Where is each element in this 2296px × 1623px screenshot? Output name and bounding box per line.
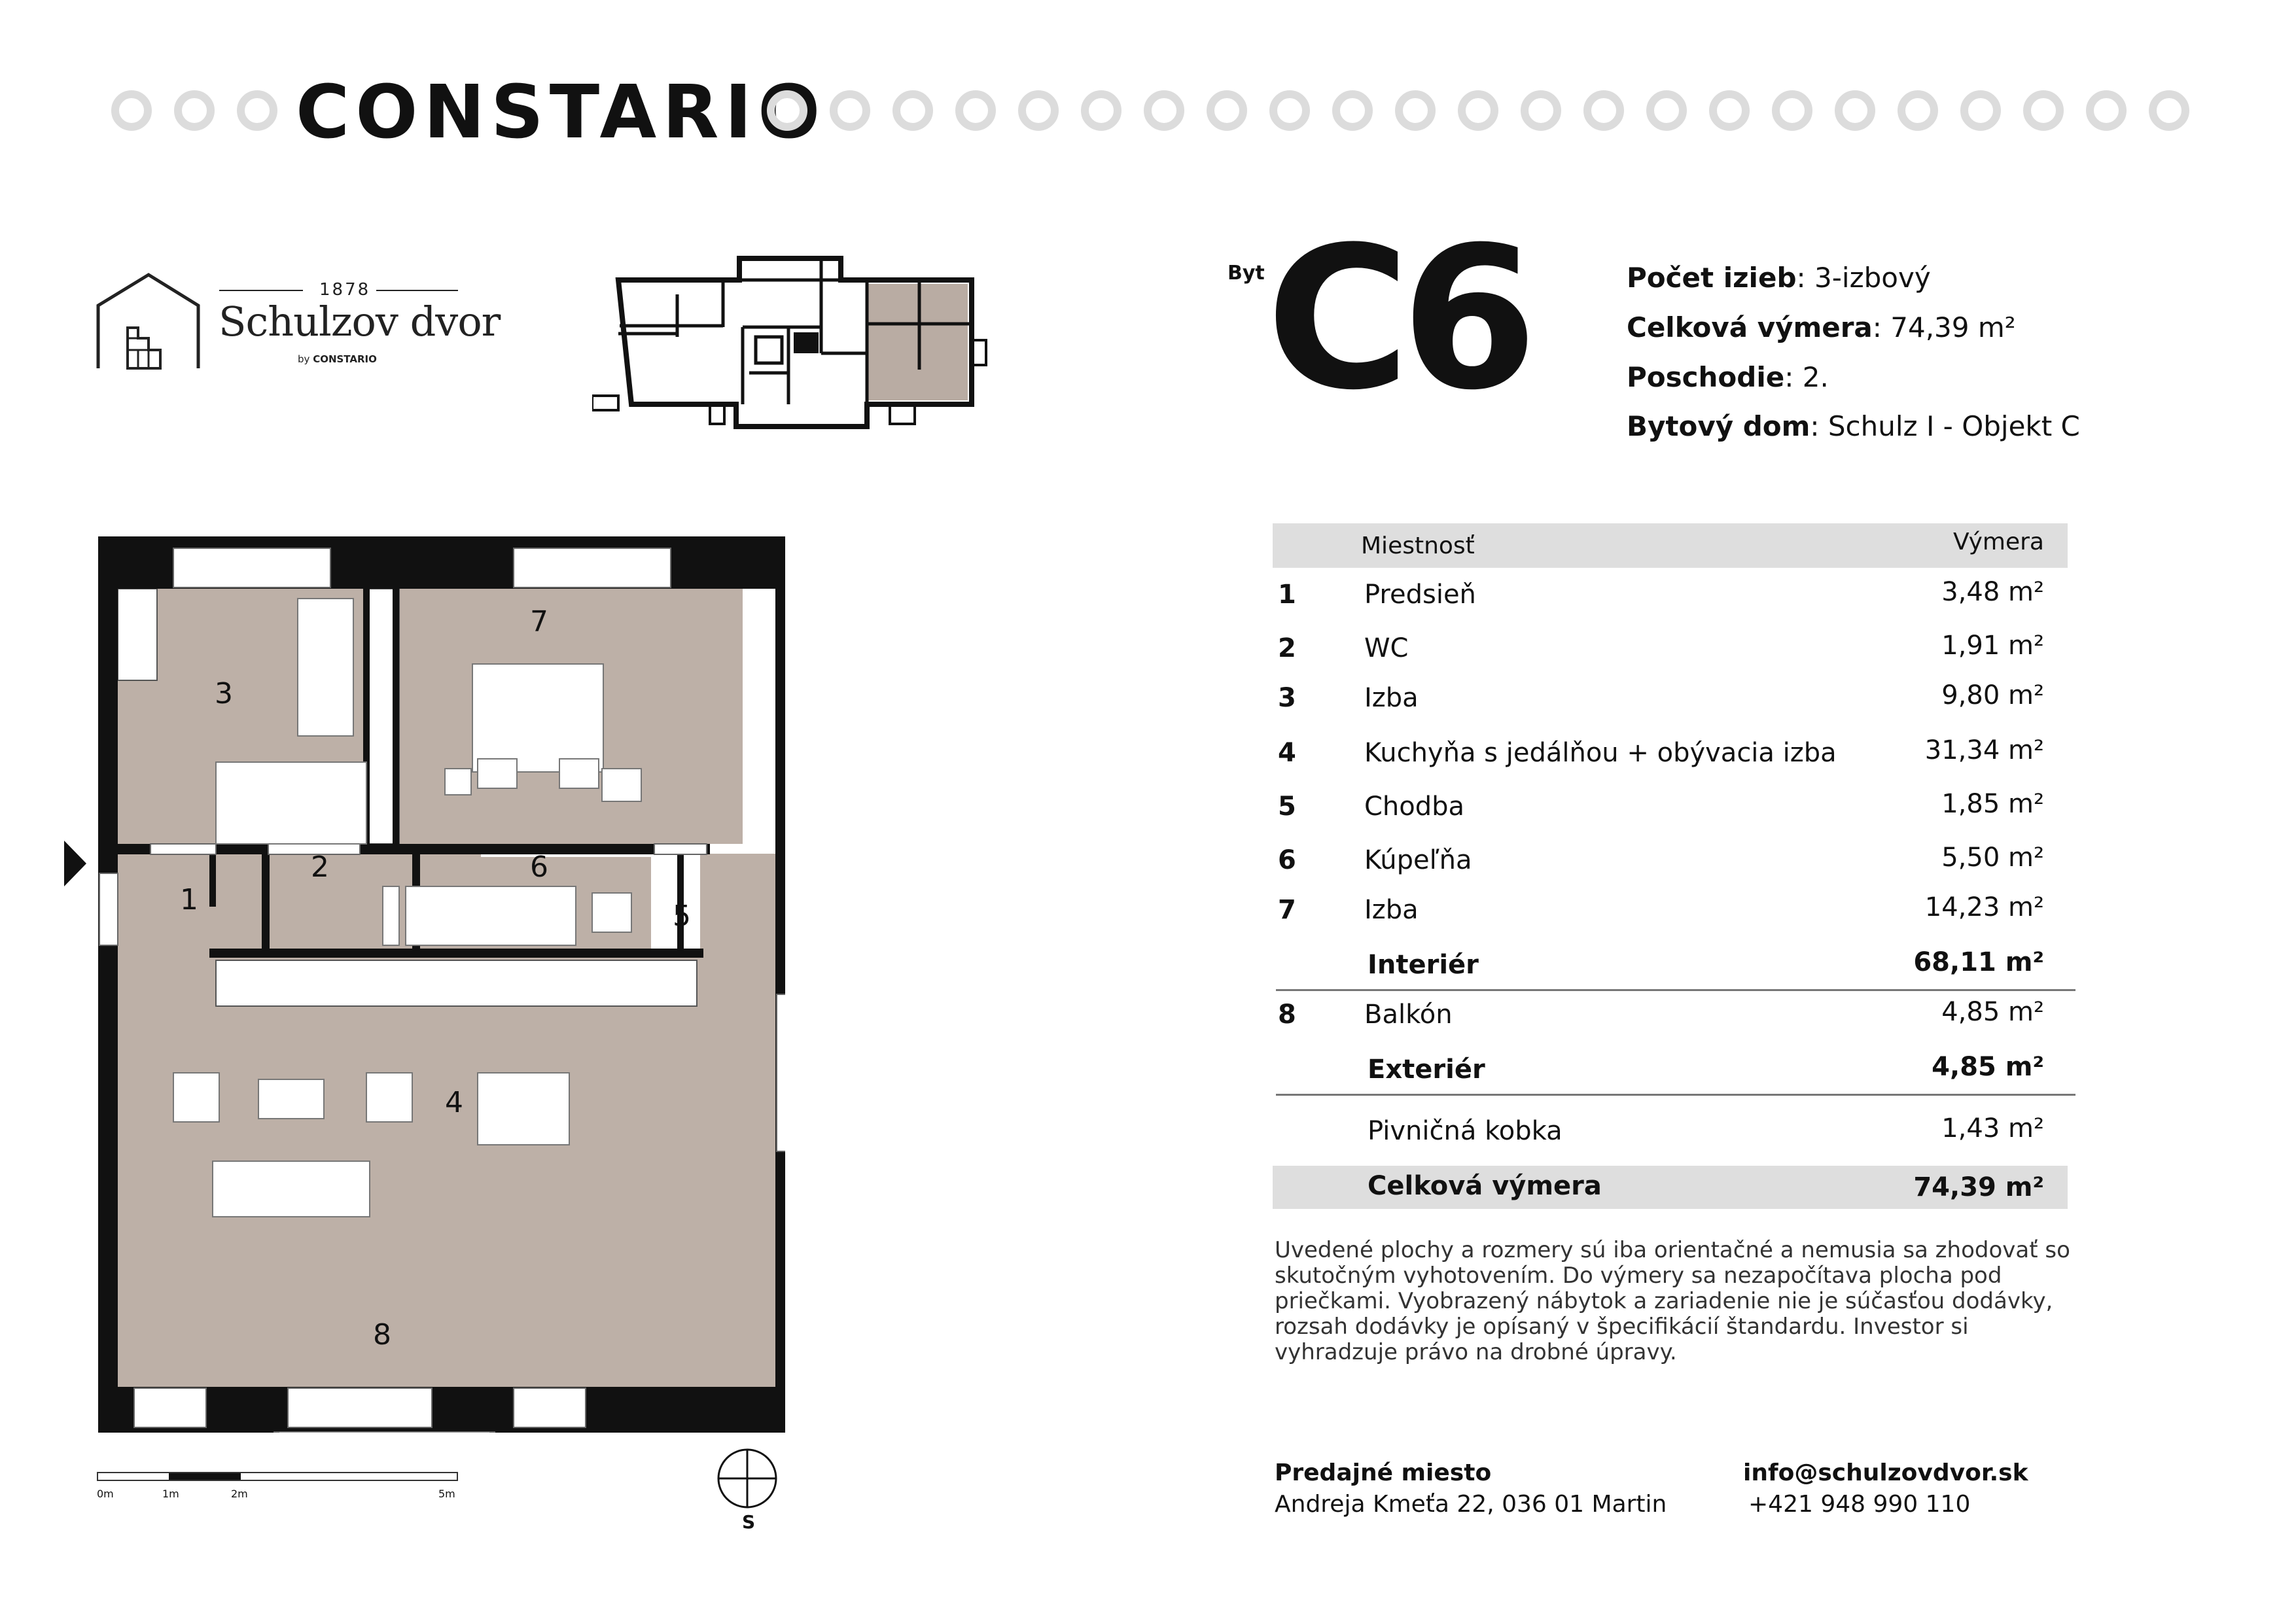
- room-number: 7: [530, 605, 548, 638]
- total-area-row: Celková výmera 74,39 m²: [1273, 1166, 2068, 1209]
- room-number: 1: [180, 883, 198, 916]
- room-number: 3: [215, 677, 233, 710]
- floor-info: Poschodie: 2.: [1627, 361, 1829, 393]
- building-info: Bytový dom: Schulz I - Objekt C: [1627, 410, 2080, 442]
- header-decor-right: [767, 90, 2212, 131]
- table-header: [1273, 523, 2068, 568]
- unit-label: Byt: [1227, 262, 1265, 285]
- room-number: 5: [673, 899, 691, 933]
- table-row: 5 Chodba 1,85 m²: [1278, 789, 2044, 822]
- col-area-header: Výmera: [1952, 529, 2044, 555]
- interior-subtotal-row: Interiér 68,11 m²: [1368, 947, 2044, 980]
- contact-info: [1743, 1457, 2028, 1520]
- disclaimer-text: Uvedené plochy a rozmery sú iba orientačné a nemusia sa zhodovať so skutočným vyhotovením. Do výmery sa nezapočítava plocha pod priečkami. Vyobrazený nábytok a zariadenie nie je súčasťou dodávky, rozsah dodávky je opísaný v špecifikácií štandardu. Investor si vyhradzuje právo na drobné úpravy.: [1275, 1237, 2070, 1365]
- cellar-row: Pivničná kobka 1,43 m²: [1368, 1113, 2044, 1146]
- divider: [1276, 989, 2075, 991]
- logo-rule-left: [219, 290, 303, 291]
- phone-number[interactable]: +421 948 990 110: [1748, 1491, 1971, 1518]
- divider: [1276, 1094, 2075, 1096]
- email-link[interactable]: info@schulzovdvor.sk: [1743, 1459, 2028, 1486]
- room-number: 2: [311, 850, 329, 884]
- table-row: 3 Izba 9,80 m²: [1278, 680, 2044, 713]
- key-plan: [592, 255, 1001, 432]
- room-number: 8: [373, 1318, 391, 1352]
- table-row: 6 Kúpeľňa 5,50 m²: [1278, 843, 2044, 875]
- compass-icon: [713, 1446, 785, 1531]
- sales-office: [1275, 1457, 1667, 1520]
- room-number: 4: [445, 1086, 463, 1119]
- exterior-subtotal-row: Exteriér 4,85 m²: [1368, 1052, 2044, 1085]
- header-decor-left: [111, 90, 300, 131]
- balcony-row: 8 Balkón 4,85 m²: [1278, 997, 2044, 1030]
- logo-year: 1878: [319, 280, 371, 300]
- table-row: 2 WC 1,91 m²: [1278, 631, 2044, 663]
- house-logo-icon: [95, 271, 203, 370]
- total-area-info: Celková výmera: 74,39 m²: [1627, 311, 2016, 343]
- logo-project-name: Schulzov dvor: [219, 298, 501, 345]
- table-row: 7 Izba 14,23 m²: [1278, 892, 2044, 925]
- rooms-info: Počet izieb: 3-izbový: [1627, 262, 1931, 294]
- table-row: 4 Kuchyňa s jedálňou + obývacia izba 31,34 m²: [1278, 735, 2044, 768]
- logo-rule-right: [376, 290, 458, 291]
- compass-label: S: [742, 1511, 756, 1531]
- unit-code: C6: [1266, 205, 1528, 433]
- table-row: 1 Predsieň 3,48 m²: [1278, 577, 2044, 610]
- scale-bar: [97, 1472, 458, 1481]
- logo-by-line: by CONSTARIO: [298, 353, 377, 365]
- room-number: 6: [530, 850, 548, 884]
- sales-office-address: Andreja Kmeťa 22, 036 01 Martin: [1275, 1491, 1667, 1518]
- col-room-header: Miestnosť: [1361, 532, 1475, 559]
- brand-logo-text: CONSTARIO: [296, 70, 826, 155]
- scale-labels: 0m 1m 2m 5m: [97, 1488, 455, 1500]
- floor-plan: [52, 536, 785, 1433]
- sales-office-title: Predajné miesto: [1275, 1459, 1492, 1486]
